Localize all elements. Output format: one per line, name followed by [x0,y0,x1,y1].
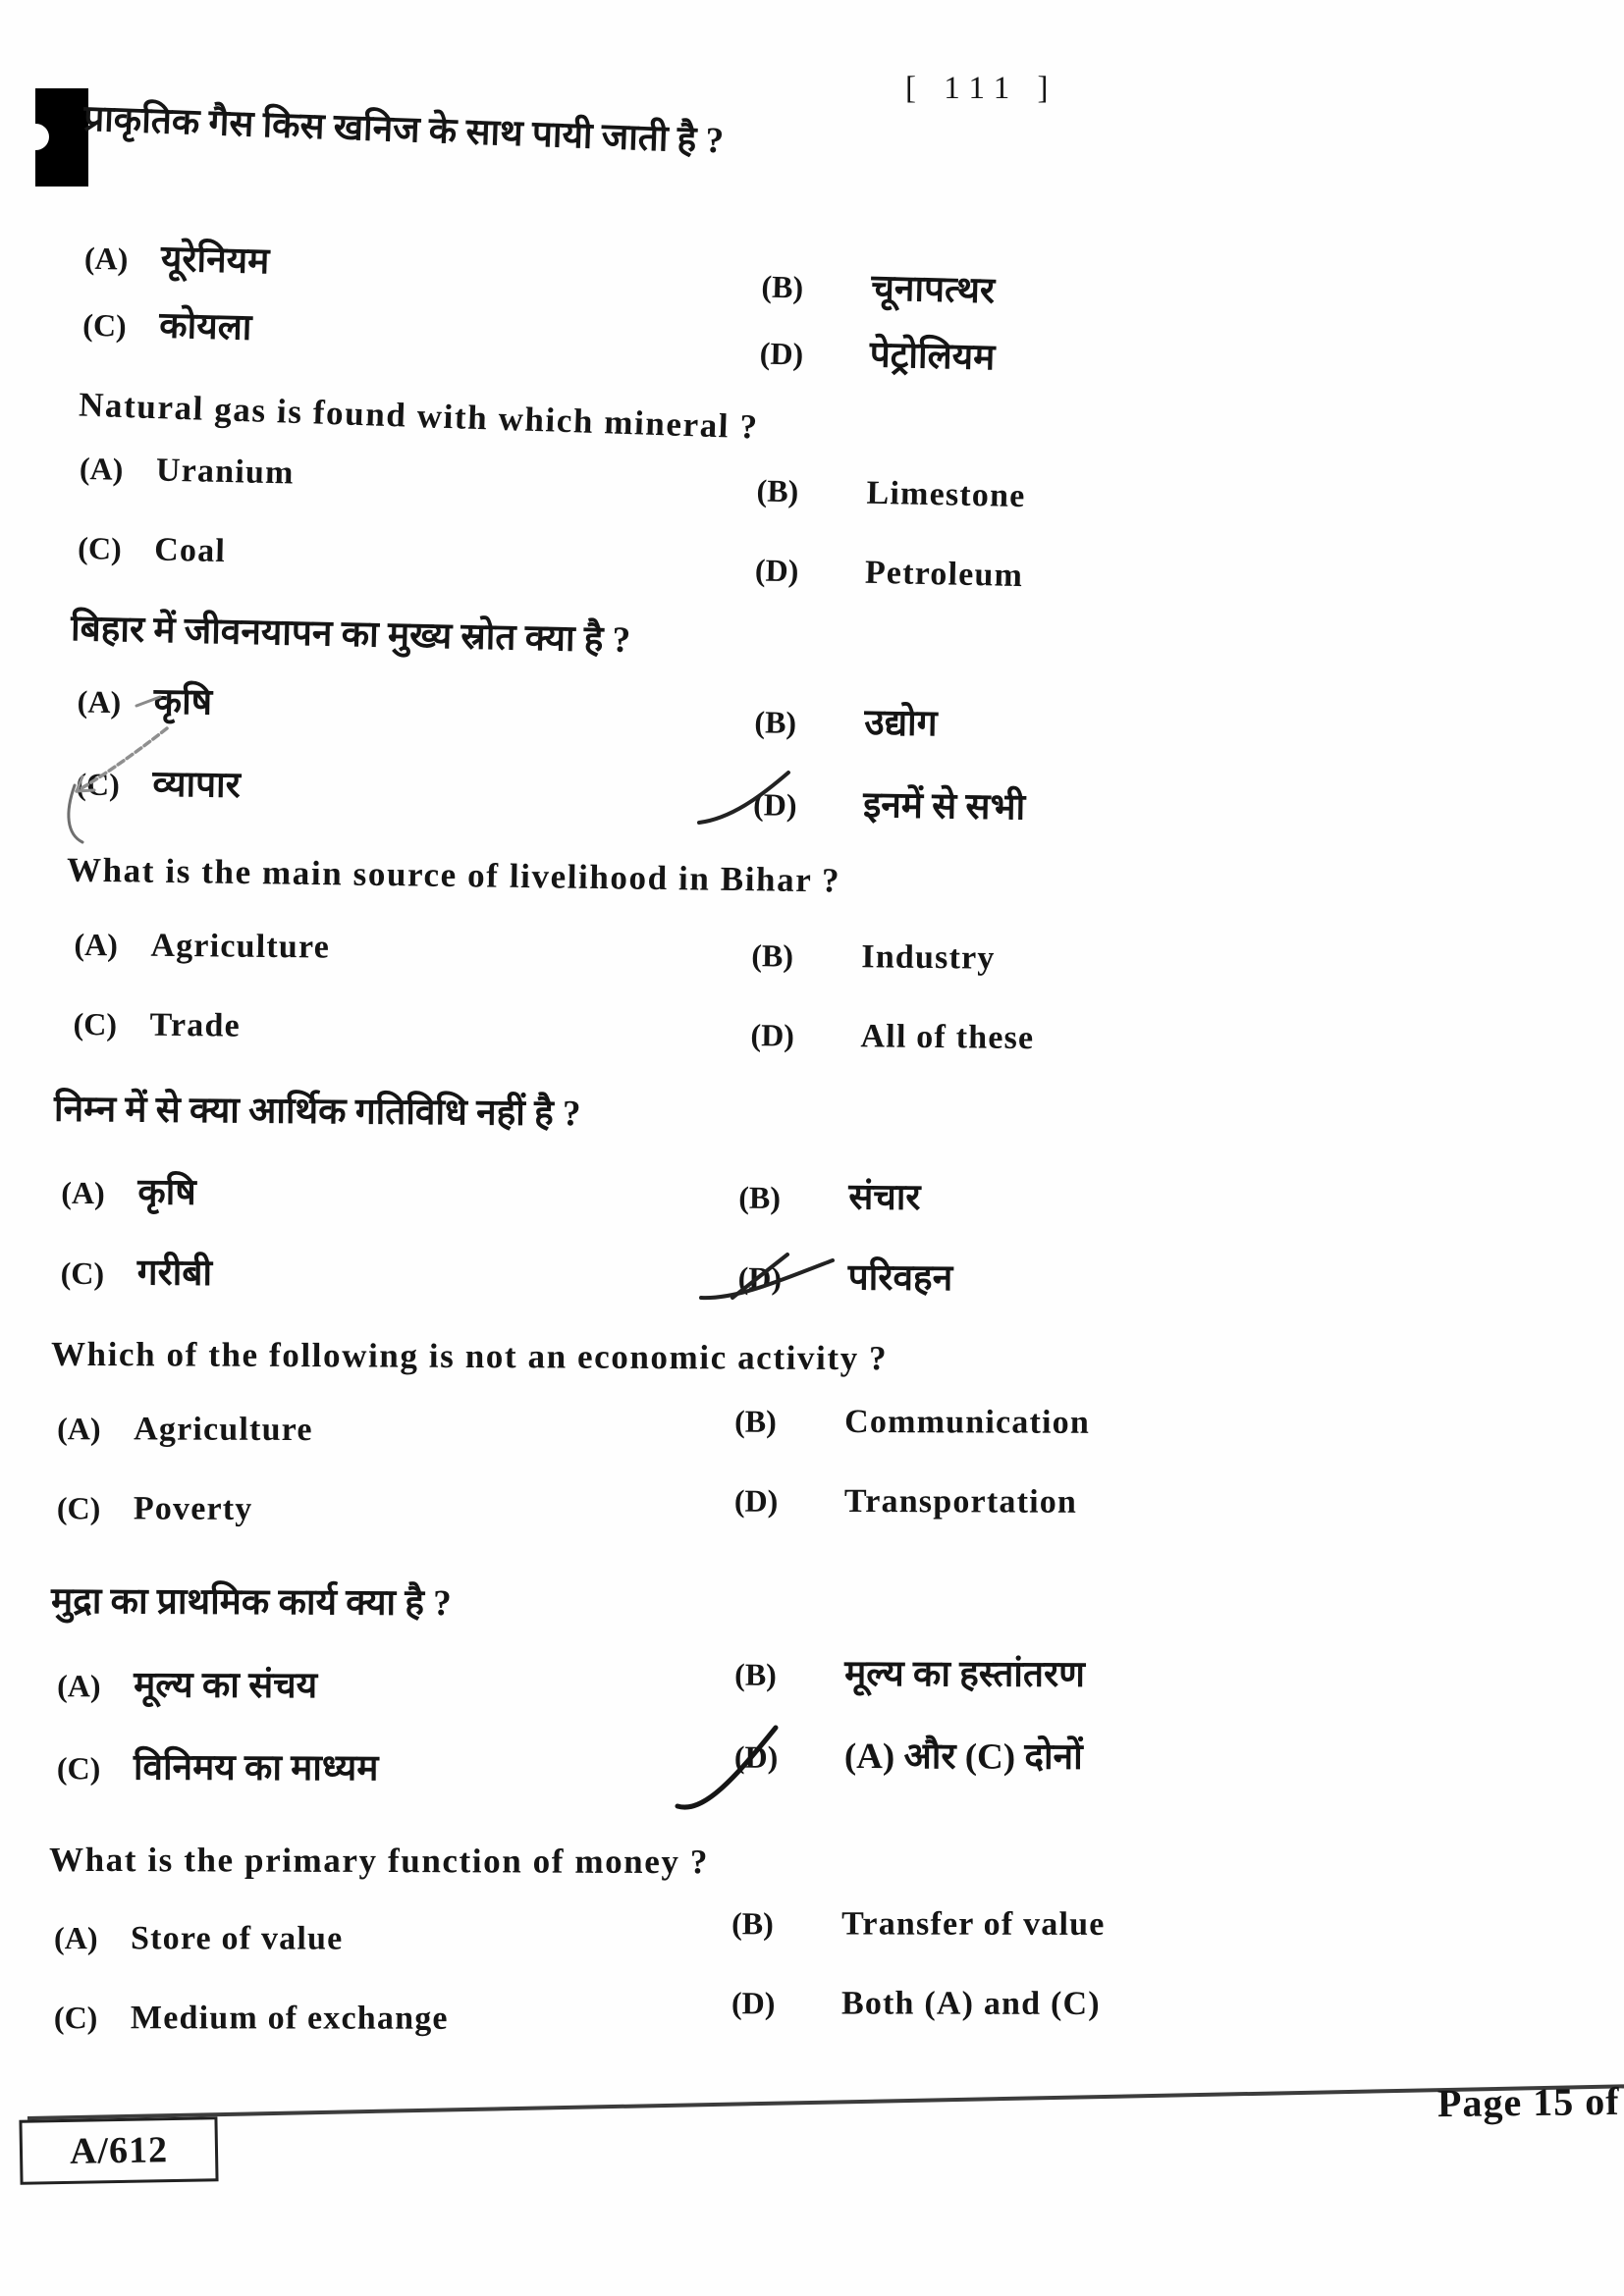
option-label: (B) [731,1905,774,1942]
option-row [54,1919,731,1960]
option-label: (B) [756,472,799,509]
option-text: Store of value [131,1920,344,1957]
option-label: (C) [77,529,123,566]
option-row [80,450,758,504]
ink-blot [35,88,88,187]
option-label: (B) [734,1403,777,1439]
options-grid [81,237,998,379]
option-text: गरीबी [136,1253,213,1295]
option-text: Limestone [866,474,1026,515]
option-label: (A) [54,1920,98,1956]
option-text: Agriculture [134,1411,313,1449]
option-row [78,529,756,583]
option-label: (D) [733,1738,779,1776]
option-text: Transportation [843,1482,1078,1521]
option-text: Agriculture [150,927,331,966]
option-text: मूल्य का हस्तांतरण [844,1653,1085,1695]
options-grid [77,450,1026,594]
option-label: (A) [74,926,119,963]
option-row [77,679,755,733]
option-text: Petroleum [864,554,1024,594]
option-row [54,1999,731,2040]
option-row [73,1005,750,1052]
option-label: (D) [733,1482,779,1519]
option-text: मूल्य का संचय [134,1665,318,1707]
option-text: संचार [848,1177,921,1218]
corner-page-number: [ 111 ] [905,71,1058,106]
option-text: यूरेनियम [160,239,270,283]
option-label: (A) [77,683,122,721]
option-label: (C) [53,1999,98,2035]
option-text: Poverty [133,1490,253,1527]
option-label: (D) [754,552,799,589]
option-label: (A) [57,1411,101,1447]
question-text: बिहार में जीवनयापन का मुख्य स्रोत क्या है ? [70,609,631,661]
option-row [734,1403,1090,1444]
option-label: (C) [81,307,128,345]
paper-code-text: A/612 [69,2129,169,2172]
option-row [57,1410,734,1452]
option-row [756,471,1026,517]
option-label: (D) [737,1260,783,1297]
option-row [750,1016,1034,1059]
option-row [74,926,751,973]
option-row [731,1904,1106,1945]
option-label: (D) [750,1016,795,1053]
option-text: Industry [861,938,996,977]
option-row [57,1747,734,1793]
option-label: (A) [83,240,129,277]
option-label: (D) [752,786,797,824]
option-label: (D) [759,335,804,372]
option-text: उद्योग [864,703,938,745]
option-row [738,1176,953,1221]
option-text: Coal [153,531,227,569]
option-text: कृषि [137,1172,196,1213]
question-text: मुद्रा का प्राथमिक कार्य क्या है ? [50,1580,452,1625]
option-row [738,1256,953,1302]
question-text: Natural gas is found with which mineral ? [78,385,760,447]
options-grid [61,1171,953,1302]
option-label: (D) [731,1985,776,2021]
option-label: (A) [79,450,124,487]
question-text: What is the main source of livelihood in Bihar ? [66,850,841,900]
option-text: परिवहन [847,1257,953,1300]
options-grid [73,926,1035,1055]
option-label: (B) [738,1179,782,1215]
option-label: (C) [56,1750,101,1787]
option-text: व्यापार [152,765,242,807]
option-row [734,1735,1085,1781]
option-label: (C) [76,766,121,803]
footer-paper-code [19,2116,218,2185]
option-text: Medium of exchange [130,1999,449,2037]
question-text: प्राकृतिक गैस किस खनिज के साथ पायी जाती है ? [82,98,725,162]
option-label: (C) [56,1489,101,1526]
option-row [76,763,754,817]
option-text: पेट्रोलियम [869,335,996,379]
option-label: (B) [754,704,797,740]
question-text: What is the primary function of money ? [48,1840,710,1882]
option-text: इनमें से सभी [862,785,1026,828]
option-text: Communication [844,1403,1091,1441]
option-label: (A) [61,1174,105,1211]
option-text: विनिमय का माध्यम [133,1747,379,1789]
options-grid [53,1905,1106,2040]
option-row [61,1171,738,1219]
options-grid [76,679,1027,828]
option-row [82,303,761,363]
option-label: (C) [60,1255,105,1292]
option-row [734,1653,1085,1698]
option-row [751,936,1035,980]
option-row [754,700,1027,748]
option-row [734,1481,1090,1522]
option-text: All of these [860,1018,1035,1056]
footer-divider [27,2084,1624,2120]
option-row [761,265,998,314]
option-label: (C) [73,1005,118,1042]
option-row [759,332,996,381]
option-row [83,237,762,296]
option-text: कृषि [153,681,213,723]
option-row [61,1252,738,1300]
option-label: (B) [734,1656,777,1692]
option-text: चूनापत्थर [870,268,996,312]
option-text: Uranium [155,452,295,492]
option-label: (B) [751,937,794,974]
option-row [731,1984,1106,2024]
options-grid [56,1403,1091,1532]
option-row [755,551,1025,597]
question-text: निम्न में से क्या आर्थिक गतिविधि नहीं है ? [53,1089,581,1135]
options-grid [56,1653,1085,1793]
option-text: Both (A) and (C) [840,1985,1101,2022]
question-text: Which of the following is not an economic activity ? [50,1334,889,1378]
option-text: कोयला [158,305,252,349]
option-label: (A) [57,1668,101,1704]
option-text: Trade [149,1006,242,1044]
option-row [57,1489,734,1531]
option-text: (A) और (C) दोनों [843,1736,1083,1779]
option-text: Transfer of value [841,1905,1106,1943]
option-label: (B) [761,268,804,305]
option-row [57,1664,734,1710]
footer-page-number: Page 15 of [1437,2078,1621,2126]
option-row [753,783,1026,831]
